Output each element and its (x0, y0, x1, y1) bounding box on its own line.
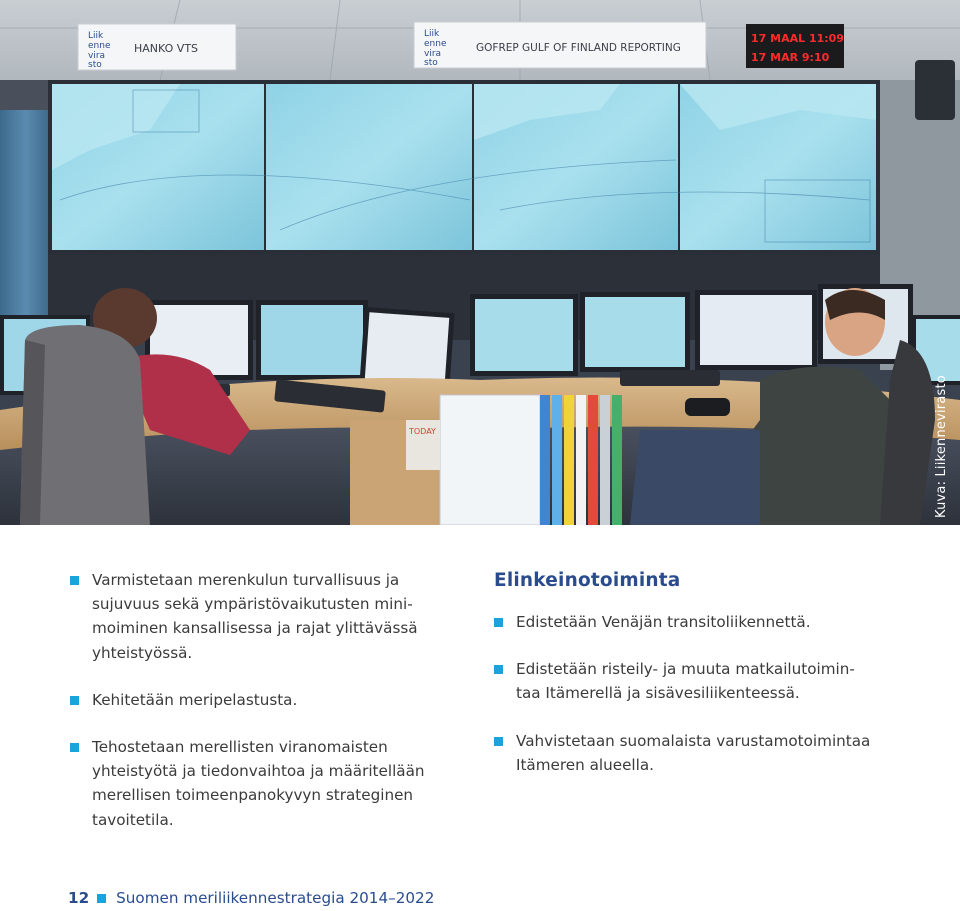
hanko-vts-sign (78, 24, 236, 70)
list-item (494, 657, 904, 705)
footer-square-icon (97, 894, 106, 903)
bullet-square-icon (70, 696, 79, 705)
clock-row-2: 17 MAR 9:10 (751, 51, 830, 64)
list-item (70, 568, 465, 665)
right-bullet-list (494, 610, 904, 777)
gofrep-logo-line-3: vira (424, 49, 442, 59)
left-column (70, 568, 465, 855)
bullet-square-icon (70, 743, 79, 752)
bullet-square-icon (494, 737, 503, 746)
bullet-text: Tehostetaan merellisten viranomaisten yhteistyötä ja tiedonvaihtoa ja määritellään merellisen toimeenpanokyvyn strateginen tavoitetila. (92, 738, 425, 829)
gofrep-logo-line-4: sto (424, 58, 438, 68)
today-label: TODAY (409, 427, 436, 436)
gofrep-sign (414, 22, 706, 68)
bullet-text: Edistetään Venäjän transitoliikennettä. (516, 613, 811, 631)
bullet-square-icon (70, 576, 79, 585)
list-item (70, 735, 465, 832)
hanko-logo-line-1: Liik (88, 31, 104, 41)
list-item (70, 688, 465, 712)
led-clock (746, 24, 844, 68)
bullet-text: Edistetään risteily- ja muuta matkailutoimin- taa Itämerellä ja sisävesiliikenteessä. (516, 660, 855, 703)
gofrep-sign-label: GOFREP GULF OF FINLAND REPORTING (476, 42, 681, 54)
clock-row-1: 17 MAAL 11:09 (751, 32, 844, 45)
bullet-text: Varmistetaan merenkulun turvallisuus ja sujuvuus sekä ympäristövaikutusten mini- moiminen kansallisessa ja rajat ylittävässä yhteistyössä. (92, 571, 418, 662)
list-item (494, 610, 904, 634)
photo-credit: Kuva: Liikennevirasto (934, 375, 949, 518)
bullet-text: Kehitetään meripelastusta. (92, 690, 298, 709)
right-column (494, 568, 904, 800)
left-bullet-list (70, 568, 465, 832)
bullet-text: Vahvistetaan suomalaista varustamotoimintaa Itämeren alueella. (516, 731, 871, 774)
hanko-logo-line-3: vira (88, 51, 106, 61)
bullet-square-icon (494, 618, 503, 627)
hanko-logo-line-4: sto (88, 60, 102, 70)
bullet-square-icon (494, 665, 503, 674)
page-number: 12 (68, 889, 90, 907)
list-item (494, 729, 904, 777)
footer-title: Suomen meriliikennestrategia 2014–2022 (116, 889, 435, 907)
section-title: Elinkeinotoiminta (494, 570, 681, 591)
gofrep-logo-line-1: Liik (424, 29, 440, 39)
page-footer (68, 887, 434, 909)
hanko-logo-line-2: enne (88, 41, 111, 51)
gofrep-logo-line-2: enne (424, 39, 447, 49)
hanko-sign-label: HANKO VTS (134, 42, 199, 55)
